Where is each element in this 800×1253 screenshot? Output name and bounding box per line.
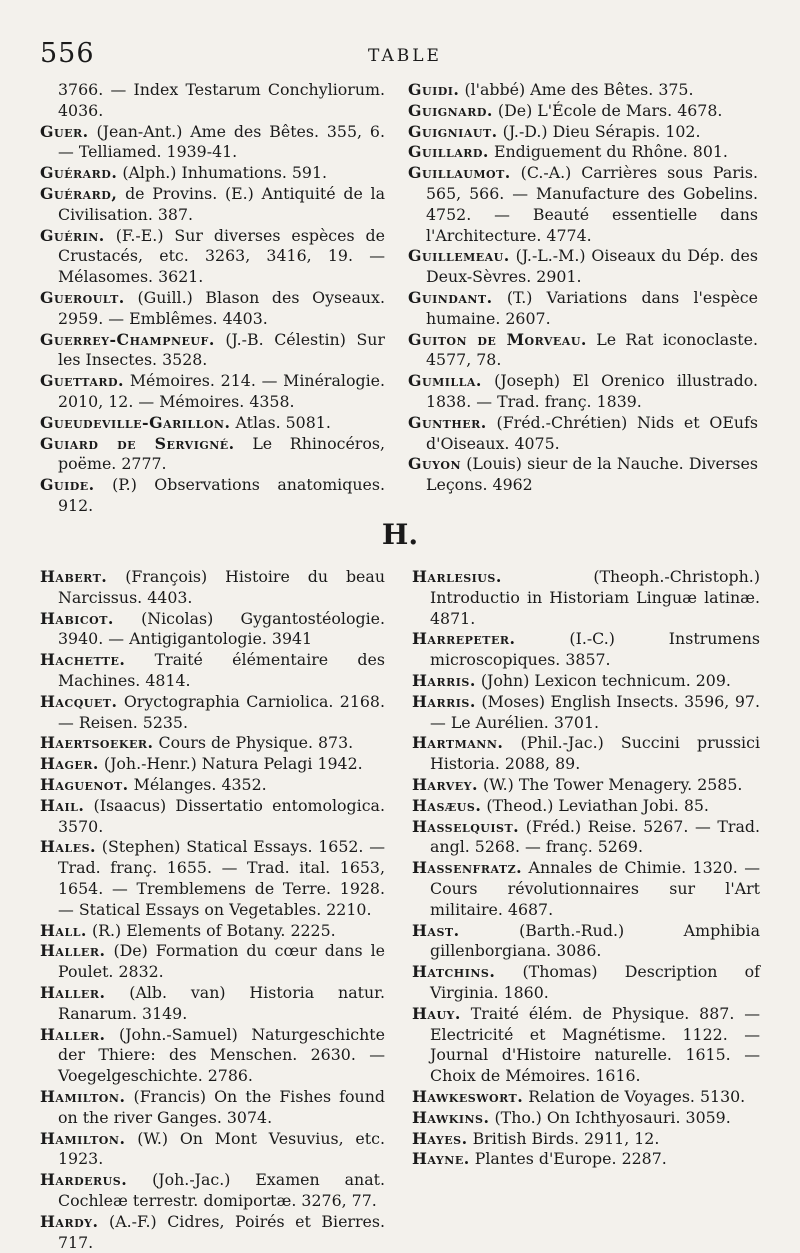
entry-author-name: Guindant. <box>408 287 493 307</box>
index-entry <box>40 921 385 942</box>
entry-text: Mémoires. 214. — Minéralogie. 2010, 12. — Mémoires. 4358. <box>58 371 385 411</box>
entry-text: Mélanges. 4352. <box>128 774 267 794</box>
index-entry <box>40 226 385 288</box>
entry-text: (Stephen) Statical Essays. 1652. — Trad. franç. 1655. — Trad. ital. 1653, 1654. — Tremblemens de Terre. 1928. — Statical Essays on Vegetables. 2210. <box>58 837 385 919</box>
entry-text: Traité élém. de Physique. 887. — Electricité et Magnétisme. 1122. — Journal d'Histoire naturelle. 1615. — Choix de Mémoires. 1616. <box>430 1003 760 1086</box>
entry-text: Traité élémentaire des Machines. 4814. <box>58 650 385 690</box>
column-top-left <box>40 80 385 517</box>
index-entry <box>40 609 385 651</box>
entry-author-name: Guillemeau. <box>408 246 510 266</box>
entry-text: (A.-F.) Cidres, Poirés et Bierres. 717. <box>58 1211 385 1252</box>
entry-author-name: Habicot. <box>40 608 114 628</box>
entry-author-name: Guérard, <box>40 183 118 203</box>
entry-text: (Joseph) El Orenico illustrado. 1838. — Trad. franç. 1839. <box>426 371 758 411</box>
entry-author-name: Hacquet. <box>40 691 118 711</box>
index-entry <box>40 330 385 372</box>
index-entry <box>40 733 385 754</box>
index-entry <box>412 817 760 859</box>
entry-author-name: Hartmann. <box>412 733 504 753</box>
entry-author-name: Guidi. <box>408 80 460 99</box>
entry-author-name: Guide. <box>40 475 95 495</box>
page-title: TABLE <box>368 46 442 66</box>
entry-text: (Alph.) Inhumations. 591. <box>117 163 328 183</box>
entry-text: (J.-D.) Dieu Sérapis. 102. <box>497 121 701 141</box>
entry-text: (W.) The Tower Menagery. 2585. <box>477 774 743 794</box>
entry-text: (J.-B. Célestin) Sur les Insectes. 3528. <box>58 329 385 370</box>
entry-author-name: Harrepeter. <box>412 629 516 649</box>
index-entry <box>40 1212 385 1253</box>
entry-text: (Theod.) Leviathan Jobi. 85. <box>481 795 709 815</box>
entry-author-name: Hatchins. <box>412 962 496 982</box>
entry-author-name: Guer. <box>40 121 89 141</box>
index-entry <box>40 371 385 413</box>
entry-text: Le Rat iconoclaste. 4577, 78. <box>426 329 758 370</box>
index-entry <box>40 1129 385 1171</box>
index-entry <box>412 796 760 817</box>
entry-author-name: Guiton de Morveau. <box>408 329 587 349</box>
entry-author-name: Harlesius. <box>412 567 502 586</box>
entry-author-name: Guiard de Servigné. <box>40 433 235 453</box>
index-entry <box>408 246 758 288</box>
entry-author-name: Hall. <box>40 920 87 940</box>
index-entry <box>408 371 758 413</box>
entry-text: (John.-Samuel) Naturgeschichte der Thiere: des Menschen. 2630. — Voegelgeschichte. 2786. <box>58 1024 385 1086</box>
entry-text: British Birds. 2911, 12. <box>467 1128 660 1148</box>
index-entry <box>412 962 760 1004</box>
entry-author-name: Guillaumot. <box>408 163 511 183</box>
entry-text: (François) Histoire du beau Narcissus. 4403. <box>58 567 385 607</box>
entry-text: Le Rhinocéros, poëme. 2777. <box>58 433 385 474</box>
entry-text: (De) L'École de Mars. 4678. <box>492 100 723 120</box>
entry-author-name: Harderus. <box>40 1170 128 1190</box>
entry-text: (Tho.) On Ichthyosauri. 3059. <box>489 1107 731 1127</box>
entry-author-name: Hauy. <box>412 1003 461 1023</box>
index-entry <box>408 80 758 101</box>
entry-text: Plantes d'Europe. 2287. <box>469 1149 667 1169</box>
entry-text: (Alb. van) Historia natur. Ranarum. 3149. <box>58 982 385 1023</box>
entry-text: Relation de Voyages. 5130. <box>523 1086 746 1106</box>
entry-text: (Fréd.) Reise. 5267. — Trad. angl. 5268. — franç. 5269. <box>430 816 760 857</box>
index-entry <box>40 650 385 692</box>
index-entry <box>40 413 385 434</box>
entry-author-name: Hamilton. <box>40 1128 126 1148</box>
index-entry <box>412 858 760 920</box>
entry-author-name: Harris. <box>412 691 476 711</box>
entry-author-name: Hales. <box>40 837 97 857</box>
entry-text: (Francis) On the Fishes found on the river Ganges. 3074. <box>58 1086 385 1127</box>
entry-author-name: Hawkeswort. <box>412 1086 524 1106</box>
entry-author-name: Hail. <box>40 795 85 815</box>
entry-text: (P.) Observations anatomiques. 912. <box>58 475 385 515</box>
index-entry <box>40 837 385 920</box>
entry-text: (J.-L.-M.) Oiseaux du Dép. des Deux-Sèvres. 2901. <box>426 246 758 287</box>
index-entry <box>412 629 760 671</box>
index-entry <box>408 413 758 455</box>
entry-author-name: Guigniaut. <box>408 121 498 141</box>
entry-text: Oryctographia Carniolica. 2168. — Reisen. 5235. <box>58 691 385 732</box>
page-header <box>40 38 770 78</box>
entry-author-name: Hast. <box>412 920 460 940</box>
entry-text: (Isaacus) Dissertatio entomologica. 3570. <box>58 795 385 836</box>
index-entry <box>408 330 758 372</box>
entry-text: (Phil.-Jac.) Succini prussici Historia. 2088, 89. <box>430 733 760 774</box>
index-entry <box>40 184 385 226</box>
index-entry <box>412 567 760 629</box>
entry-text: (John) Lexicon technicum. 209. <box>475 670 731 690</box>
index-entry <box>40 941 385 983</box>
entry-text: (Thomas) Description of Virginia. 1860. <box>430 962 760 1002</box>
entry-author-name: Haller. <box>40 1024 106 1044</box>
entry-text: (C.-A.) Carrières sous Paris. 565, 566. — Manufacture des Gobelins. 4752. — Beauté essentielle dans l'Architecture. 4774. <box>426 163 758 245</box>
entry-author-name: Guignard. <box>408 100 493 120</box>
entry-text: 3766. — Index Testarum Conchyliorum. 4036. <box>58 80 385 120</box>
index-entry <box>408 101 758 122</box>
index-entry <box>40 288 385 330</box>
entry-text: (Joh.-Jac.) Examen anat. Cochleæ terrestr. domiportæ. 3276, 77. <box>58 1170 385 1210</box>
entry-author-name: Gumilla. <box>408 371 482 391</box>
entry-text: (Louis) sieur de la Nauche. Diverses Leçons. 4962 <box>426 454 758 495</box>
entry-author-name: Habert. <box>40 567 108 586</box>
entry-text: (R.) Elements of Botany. 2225. <box>86 920 336 940</box>
index-entry <box>412 1004 760 1087</box>
entry-author-name: Hasselquist. <box>412 816 520 836</box>
index-entry <box>40 434 385 476</box>
entry-author-name: Hayne. <box>412 1149 470 1169</box>
entry-author-name: Haguenot. <box>40 774 129 794</box>
index-entry <box>40 122 385 164</box>
entry-author-name: Harris. <box>412 670 476 690</box>
entry-text: Cours de Physique. 873. <box>153 733 354 753</box>
index-entry <box>412 671 760 692</box>
index-entry <box>412 1129 760 1150</box>
index-entry <box>40 163 385 184</box>
entry-text: (Fréd.-Chrétien) Nids et OEufs d'Oiseaux. 4075. <box>426 412 758 453</box>
index-entry <box>412 1108 760 1129</box>
index-entry <box>40 775 385 796</box>
entry-text: (Moses) English Insects. 3596, 97. — Le Aurélien. 3701. <box>430 691 760 732</box>
entry-text: (W.) On Mont Vesuvius, etc. 1923. <box>58 1128 385 1169</box>
index-entry <box>40 475 385 517</box>
index-entry <box>40 1087 385 1129</box>
entry-author-name: Hamilton. <box>40 1086 126 1106</box>
entry-author-name: Haller. <box>40 941 106 961</box>
entry-author-name: Harvey. <box>412 774 478 794</box>
entry-author-name: Guettard. <box>40 371 125 391</box>
entry-text: (T.) Variations dans l'espèce humaine. 2607. <box>426 287 758 328</box>
entry-author-name: Haertsoeker. <box>40 733 154 753</box>
entry-text: Atlas. 5081. <box>230 412 331 432</box>
entry-text: (l'abbé) Ame des Bêtes. 375. <box>459 80 694 99</box>
index-entry <box>412 733 760 775</box>
index-entry <box>40 692 385 734</box>
entry-author-name: Haller. <box>40 982 106 1002</box>
entry-text: (F.-E.) Sur diverses espèces de Crustacés, etc. 3263, 3416, 19. — Mélasomes. 3621. <box>58 225 385 287</box>
index-entry <box>412 1149 760 1170</box>
entry-text: (Nicolas) Gygantostéologie. 3940. — Antigigantologie. 3941 <box>58 608 385 649</box>
page-number: 556 <box>40 38 95 69</box>
index-entry <box>408 122 758 143</box>
entry-author-name: Guyon <box>408 454 462 474</box>
entry-author-name: Gunther. <box>408 412 487 432</box>
entry-text: Endiguement du Rhône. 801. <box>488 142 728 162</box>
entry-author-name: Gueroult. <box>40 287 125 307</box>
entry-author-name: Hassenfratz. <box>412 858 523 878</box>
entry-text: (Barth.-Rud.) Amphibia gillenborgiana. 3086. <box>430 920 760 961</box>
entry-text: (I.-C.) Instrumens microscopiques. 3857. <box>430 629 760 670</box>
entry-author-name: Hachette. <box>40 650 126 670</box>
entry-author-name: Hardy. <box>40 1211 99 1231</box>
index-entry <box>40 1025 385 1087</box>
index-entry <box>40 1170 385 1212</box>
entry-author-name: Guérard. <box>40 163 118 183</box>
index-entry <box>40 80 385 122</box>
entry-author-name: Gueudeville-Garillon. <box>40 412 231 432</box>
index-entry <box>40 796 385 838</box>
index-entry <box>40 567 385 609</box>
entry-text: (Joh.-Henr.) Natura Pelagi 1942. <box>98 754 363 774</box>
entry-author-name: Guérin. <box>40 225 105 245</box>
index-entry <box>40 754 385 775</box>
entry-author-name: Hayes. <box>412 1128 468 1148</box>
entry-author-name: Guillard. <box>408 142 489 162</box>
column-bottom-right <box>412 567 760 1170</box>
entry-text: (Guill.) Blason des Oyseaux. 2959. — Emblêmes. 4403. <box>58 287 385 328</box>
index-entry <box>408 163 758 246</box>
entry-text: (Jean-Ant.) Ame des Bêtes. 355, 6. — Telliamed. 1939-41. <box>58 121 385 162</box>
entry-text: de Provins. (E.) Antiquité de la Civilisation. 387. <box>58 183 385 224</box>
section-letter: H. <box>381 518 419 551</box>
entry-author-name: Guerrey-Champneuf. <box>40 329 215 349</box>
index-entry <box>408 288 758 330</box>
column-bottom-left <box>40 567 385 1253</box>
index-entry <box>412 775 760 796</box>
column-top-right <box>408 80 758 496</box>
entry-author-name: Hasæus. <box>412 795 482 815</box>
entry-author-name: Hawkins. <box>412 1107 490 1127</box>
entry-text: (Theoph.-Christoph.) Introductio in Historiam Linguæ latinæ. 4871. <box>430 567 760 628</box>
index-entry <box>408 142 758 163</box>
index-entry <box>412 692 760 734</box>
index-entry <box>412 1087 760 1108</box>
index-entry <box>40 983 385 1025</box>
index-entry <box>408 454 758 496</box>
index-entry <box>412 921 760 963</box>
entry-author-name: Hager. <box>40 754 99 774</box>
entry-text: (De) Formation du cœur dans le Poulet. 2832. <box>58 941 385 982</box>
entry-text: Annales de Chimie. 1320. — Cours révolutionnaires sur l'Art militaire. 4687. <box>430 858 760 919</box>
